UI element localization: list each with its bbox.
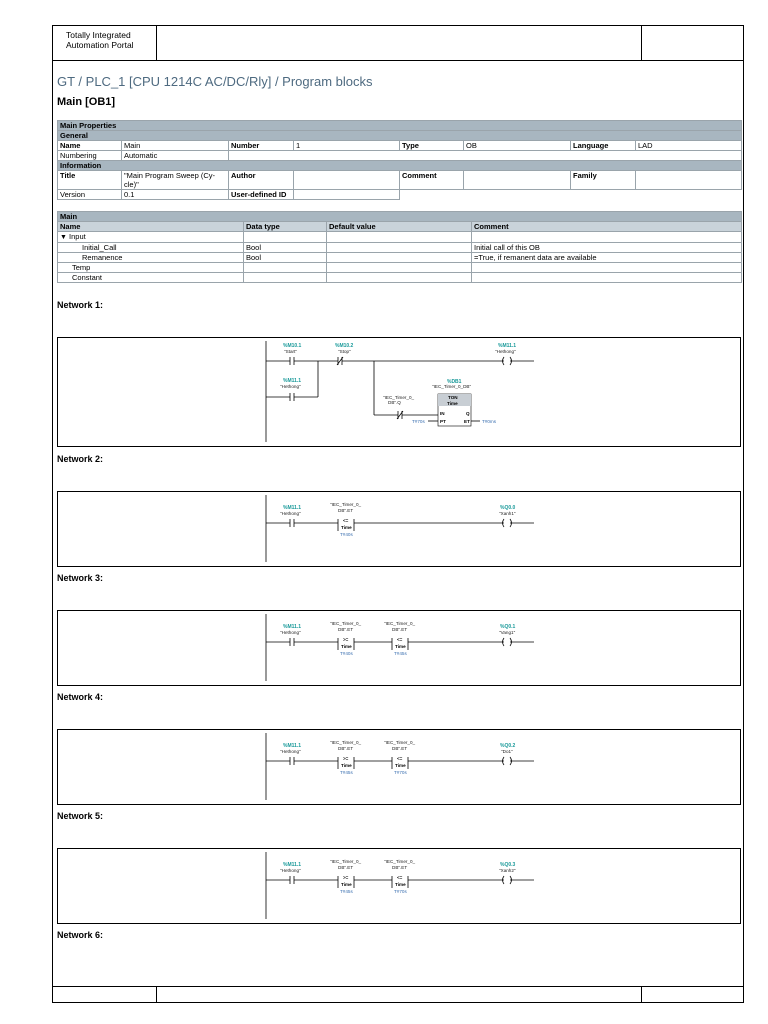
n1-pin-q: Q — [466, 411, 470, 416]
col-data-type: Data type — [244, 222, 327, 232]
page-header — [53, 26, 743, 61]
row-initial-call-default — [327, 243, 472, 253]
row-temp-comment — [472, 263, 742, 273]
network-4-label: Network 4: — [57, 692, 104, 702]
n5-coil-name: "Xanh2" — [499, 868, 516, 873]
n5-c2-name-1: "IEC_Timer_0_ — [384, 859, 416, 864]
row-remanence: Remanence — [58, 253, 244, 263]
n2-cmp-type: Time — [341, 525, 352, 530]
block-title: Main [OB1] — [57, 96, 116, 108]
n1-coil-addr: %M11.1 — [498, 343, 517, 349]
network-2-ladder — [58, 492, 742, 568]
network-1-ladder — [58, 338, 742, 448]
page-footer — [53, 986, 743, 1003]
n1-pt-value: T#70s — [412, 419, 425, 424]
network-4[interactable] — [57, 729, 741, 805]
n2-cmp-name-1: "IEC_Timer_0_ — [330, 502, 362, 507]
language-value: LAD — [636, 141, 742, 151]
n5-contact-name: "Hethong" — [280, 868, 301, 873]
row-remanence-comment: =True, if remanent data are available — [472, 253, 742, 263]
n4-c2-type: Time — [395, 763, 406, 768]
input-label: Input — [69, 232, 86, 241]
n1-et-value: T#0ms — [482, 419, 497, 424]
row-temp-default — [327, 263, 472, 273]
n2-cmp-value: T#40s — [340, 532, 353, 537]
input-comment — [472, 232, 742, 243]
network-1-label: Network 1: — [57, 300, 104, 310]
author-label: Author — [229, 171, 294, 190]
comment-label: Comment — [400, 171, 464, 190]
n4-c1-op: >= — [343, 756, 349, 761]
row-remanence-type: Bool — [244, 253, 327, 263]
n4-contact-addr: %M11.1 — [283, 743, 302, 749]
col-comment: Comment — [472, 222, 742, 232]
n2-coil-name: "Xanh1" — [499, 511, 516, 516]
expand-triangle-icon[interactable]: ▼ — [60, 234, 67, 241]
col-default: Default value — [327, 222, 472, 232]
n3-c1-name-1: "IEC_Timer_0_ — [330, 621, 362, 626]
row-temp-type — [244, 263, 327, 273]
number-value: 1 — [294, 141, 400, 151]
input-default — [327, 232, 472, 243]
name-label: Name — [58, 141, 122, 151]
n3-c2-value: T#45s — [394, 651, 407, 656]
n3-c1-value: T#40s — [340, 651, 353, 656]
n1-hold-name: "Hethong" — [280, 384, 301, 389]
n4-c1-value: T#45s — [340, 770, 353, 775]
n3-contact-addr: %M11.1 — [283, 624, 302, 630]
n5-c2-value: T#70s — [394, 889, 407, 894]
n5-c1-name-1: "IEC_Timer_0_ — [330, 859, 362, 864]
network-5-label: Network 5: — [57, 811, 104, 821]
n1-db-name: "IEC_Timer_0_DB" — [432, 384, 472, 389]
n2-contact-name: "Hethong" — [280, 511, 301, 516]
n3-c1-name-2: DB".ET — [338, 627, 354, 632]
userid-value — [294, 190, 400, 200]
input-row[interactable] — [58, 232, 244, 243]
row-remanence-default — [327, 253, 472, 263]
network-6-label: Network 6: — [57, 930, 104, 940]
network-3-ladder — [58, 611, 742, 687]
numbering-value: Automatic — [122, 151, 229, 161]
n3-c2-type: Time — [395, 644, 406, 649]
numbering-filler — [229, 151, 742, 161]
title-value — [122, 171, 229, 190]
row-initial-call-type: Bool — [244, 243, 327, 253]
n3-coil-name: "Vang1" — [499, 630, 516, 635]
userid-label: User-defined ID — [229, 190, 294, 200]
n4-c2-name-1: "IEC_Timer_0_ — [384, 740, 416, 745]
version-label: Version — [58, 190, 122, 200]
network-4-ladder — [58, 730, 742, 806]
version-value: 0.1 — [122, 190, 229, 200]
n4-coil-name: "Do1" — [501, 749, 513, 754]
n3-c2-name-1: "IEC_Timer_0_ — [384, 621, 416, 626]
n3-c2-op: <= — [397, 637, 403, 642]
n2-cmp-name-2: DB".ET — [338, 508, 354, 513]
interface-section: Main — [58, 212, 742, 222]
n5-c1-op: >= — [343, 875, 349, 880]
type-value: OB — [464, 141, 571, 151]
n1-stop-addr: %M10.2 — [335, 343, 354, 349]
n4-c1-name-2: DB".ET — [338, 746, 354, 751]
n1-hold-addr: %M11.1 — [283, 378, 302, 384]
n5-c2-type: Time — [395, 882, 406, 887]
n5-coil-addr: %Q0.3 — [500, 862, 516, 868]
n1-ton-label: TON — [448, 395, 458, 400]
footer-divider-2 — [641, 987, 642, 1003]
n2-coil-addr: %Q0.0 — [500, 505, 516, 511]
properties-table — [57, 120, 742, 200]
comment-value — [464, 171, 571, 190]
family-label: Family — [571, 171, 636, 190]
n4-c2-value: T#70s — [394, 770, 407, 775]
n5-c2-op: <= — [397, 875, 403, 880]
n3-contact-name: "Hethong" — [280, 630, 301, 635]
type-label: Type — [400, 141, 464, 151]
network-5-ladder — [58, 849, 742, 925]
language-label: Language — [571, 141, 636, 151]
col-name: Name — [58, 222, 244, 232]
n1-stop-name: "Stop" — [338, 349, 351, 354]
page-title: GT / PLC_1 [CPU 1214C AC/DC/Rly] / Program blocks — [57, 74, 373, 89]
footer-divider-1 — [156, 987, 157, 1003]
n1-pin-et: ET — [464, 419, 470, 424]
network-1[interactable] — [57, 337, 741, 447]
family-value — [636, 171, 742, 190]
portal-label — [53, 26, 157, 60]
properties-section: Main Properties — [58, 121, 742, 131]
row-constant: Constant — [58, 273, 244, 283]
network-2[interactable] — [57, 491, 741, 567]
n3-c1-type: Time — [341, 644, 352, 649]
n1-pin-pt: PT — [440, 419, 446, 424]
row-constant-default — [327, 273, 472, 283]
general-section: General — [58, 131, 742, 141]
n2-contact-addr: %M11.1 — [283, 505, 302, 511]
n4-coil-addr: %Q0.2 — [500, 743, 516, 749]
n1-start-addr: %M10.1 — [283, 343, 302, 349]
n1-nc-name-1: "IEC_Timer_0_ — [383, 395, 415, 400]
row-constant-type — [244, 273, 327, 283]
n5-c1-name-2: DB".ET — [338, 865, 354, 870]
n1-pin-in: IN — [440, 411, 445, 416]
n4-contact-name: "Hethong" — [280, 749, 301, 754]
row-initial-call-comment: Initial call of this OB — [472, 243, 742, 253]
row-constant-comment — [472, 273, 742, 283]
n1-start-name: "Start" — [284, 349, 297, 354]
n1-coil-name: "Hethong" — [495, 349, 516, 354]
n3-coil-addr: %Q0.1 — [500, 624, 516, 630]
information-section: Information — [58, 161, 742, 171]
number-label: Number — [229, 141, 294, 151]
name-value: Main — [122, 141, 229, 151]
portal-line-2: Automation Portal — [66, 40, 134, 50]
n1-ton-time: Time — [447, 401, 458, 406]
input-type — [244, 232, 327, 243]
row-initial-call: Initial_Call — [58, 243, 244, 253]
n1-db-addr: %DB1 — [447, 379, 462, 385]
n4-c2-op: <= — [397, 756, 403, 761]
network-3-label: Network 3: — [57, 573, 104, 583]
title-value-line-1: "Main Program Sweep (Cy- — [124, 171, 216, 180]
n3-c2-name-2: DB".ET — [392, 627, 408, 632]
network-3[interactable] — [57, 610, 741, 686]
n5-contact-addr: %M11.1 — [283, 862, 302, 868]
header-divider — [641, 26, 642, 60]
network-2-label: Network 2: — [57, 454, 104, 464]
title-label: Title — [58, 171, 122, 190]
n4-c2-name-2: DB".ET — [392, 746, 408, 751]
title-value-line-2: cle)" — [124, 180, 139, 189]
author-value — [294, 171, 400, 190]
n4-c1-type: Time — [341, 763, 352, 768]
n5-c2-name-2: DB".ET — [392, 865, 408, 870]
n5-c1-type: Time — [341, 882, 352, 887]
n3-c1-op: >= — [343, 637, 349, 642]
n5-c1-value: T#45s — [340, 889, 353, 894]
n2-cmp-op: <= — [343, 518, 349, 523]
portal-line-1: Totally Integrated — [66, 30, 131, 40]
network-5[interactable] — [57, 848, 741, 924]
n4-c1-name-1: "IEC_Timer_0_ — [330, 740, 362, 745]
numbering-label: Numbering — [58, 151, 122, 161]
version-filler — [400, 190, 742, 200]
row-temp: Temp — [58, 263, 244, 273]
n1-nc-name-2: DB".Q — [388, 400, 401, 405]
interface-table — [57, 211, 742, 283]
